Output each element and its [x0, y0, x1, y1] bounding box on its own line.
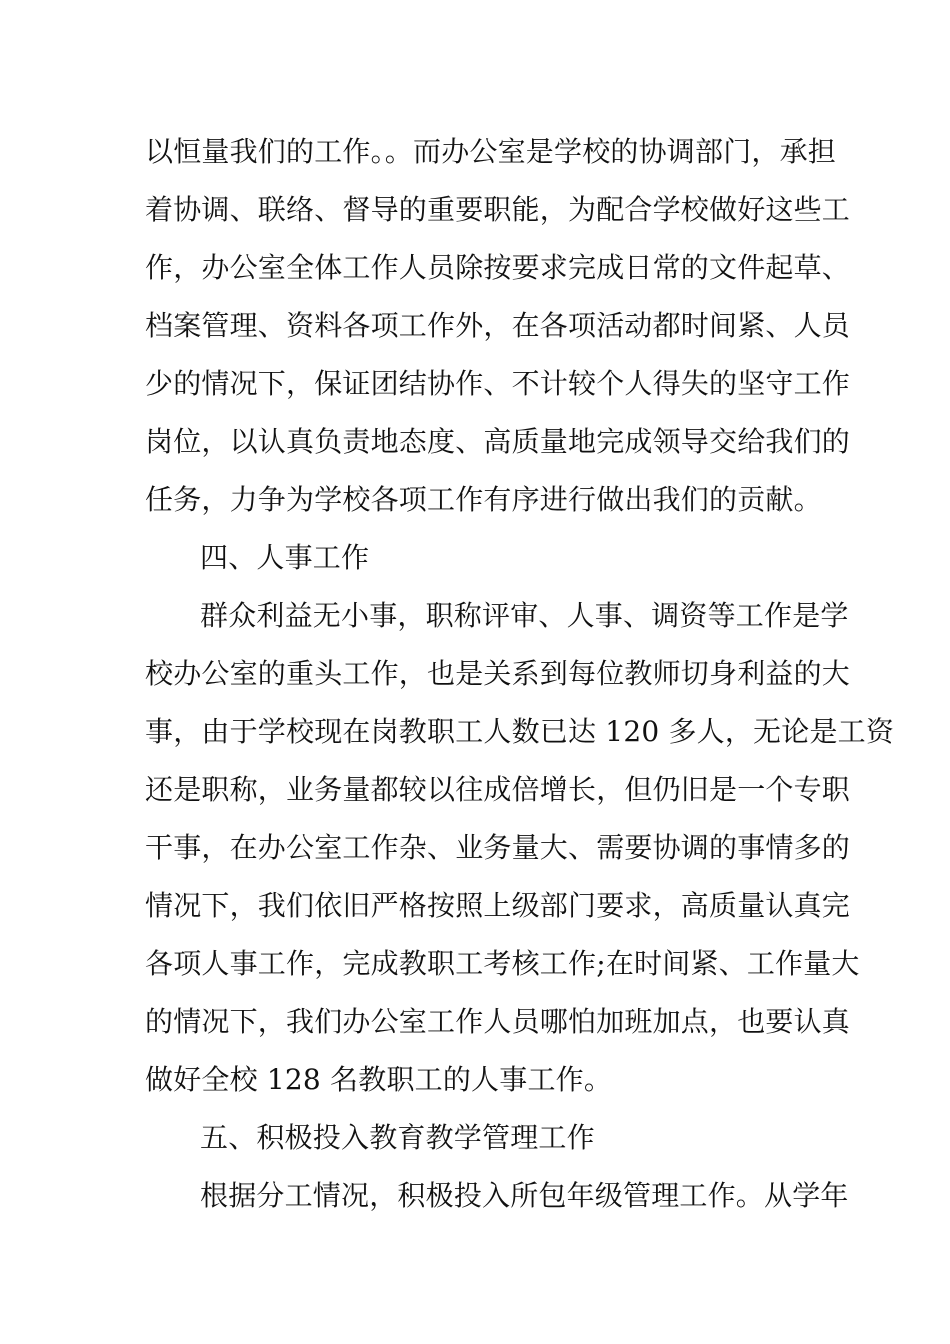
text-line: 做好全校 128 名教职工的人事工作。: [145, 1063, 613, 1096]
text-line: 以恒量我们的工作。。而办公室是学校的协调部门，承担: [145, 135, 837, 168]
text-line: 事，由于学校现在岗教职工人数已达 120 多人，无论是工资: [145, 715, 895, 748]
text-line: 校办公室的重头工作，也是关系到每位教师切身利益的大: [145, 657, 851, 690]
text-line: 作，办公室全体工作人员除按要求完成日常的文件起草、: [145, 251, 851, 284]
paragraph-start-line: 群众利益无小事，职称评审、人事、调资等工作是学: [200, 599, 849, 632]
text-line: 岗位，以认真负责地态度、高质量地完成领导交给我们的: [145, 425, 851, 458]
text-line: 档案管理、资料各项工作外，在各项活动都时间紧、人员: [145, 309, 851, 342]
text-line: 各项人事工作，完成教职工考核工作;在时间紧、工作量大: [145, 947, 860, 980]
text-line: 着协调、联络、督导的重要职能，为配合学校做好这些工: [145, 193, 851, 226]
text-line: 还是职称，业务量都较以往成倍增长，但仍旧是一个专职: [145, 773, 851, 806]
text-line: 少的情况下，保证团结协作、不计较个人得失的坚守工作: [145, 367, 851, 400]
text-line: 干事，在办公室工作杂、业务量大、需要协调的事情多的: [145, 831, 851, 864]
text-line: 的情况下，我们办公室工作人员哪怕加班加点，也要认真: [145, 1005, 851, 1038]
section-heading: 五、积极投入教育教学管理工作: [200, 1121, 595, 1154]
text-line: 任务，力争为学校各项工作有序进行做出我们的贡献。: [145, 483, 822, 516]
section-heading: 四、人事工作: [200, 541, 370, 574]
paragraph-start-line: 根据分工情况，积极投入所包年级管理工作。从学年: [200, 1179, 849, 1212]
text-line: 情况下，我们依旧严格按照上级部门要求，高质量认真完: [145, 889, 851, 922]
